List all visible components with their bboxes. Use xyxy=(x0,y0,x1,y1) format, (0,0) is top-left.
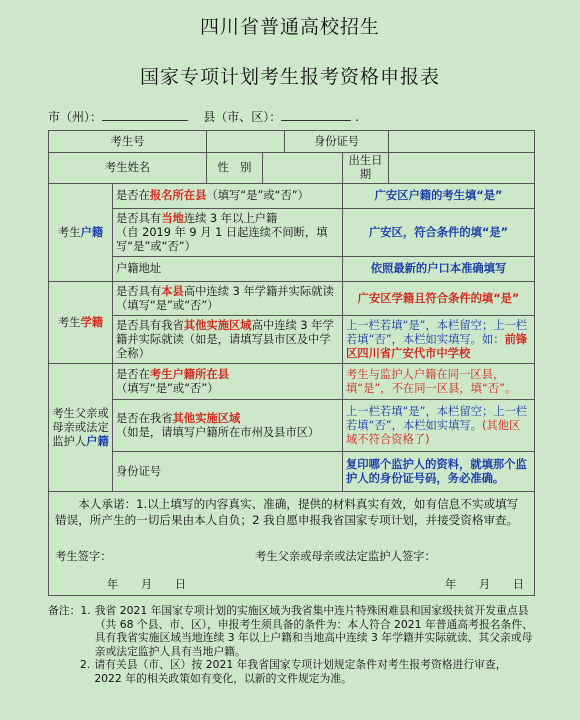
note1-number: 1. xyxy=(80,604,91,617)
location-line xyxy=(48,108,359,125)
pledge-cell xyxy=(49,492,535,596)
title-line1: 四川省普通高校招生 xyxy=(199,16,380,38)
note2-number: 2. xyxy=(80,658,91,672)
id-no-label: 身份证号 xyxy=(285,131,389,153)
school-group-label: 考生学籍 xyxy=(49,282,113,364)
household-address-note: 依照最新的户口本准确填写 xyxy=(343,257,535,282)
household-q2: 是否具有当地连续 3 年以上户籍 （自 2019 年 9 月 1 日起连续不间断，填写“是”或“否”） xyxy=(113,209,343,257)
guardian-q1: 是否在考生户籍所在县 （填写“是”或“否”） xyxy=(113,364,343,400)
county-label: 县（市、区）： xyxy=(203,110,282,124)
guardian-id-label: 身份证号 xyxy=(113,452,343,492)
guardian-q1-note: 考生与监护人户籍在同一区县，填“是”，不在同一区县，填“否”。 xyxy=(343,364,535,400)
notes-section xyxy=(48,604,534,686)
birth-label: 出生日期 xyxy=(343,153,389,184)
notes-label: 备注： xyxy=(48,604,81,617)
parent-sign-date: 年 月 日 xyxy=(445,578,525,591)
household-q1-note: 广安区户籍的考生填“是” xyxy=(343,184,535,209)
guardian-group-label: 考生父亲或 母亲或法定 监护人户籍 xyxy=(49,364,113,492)
school-q1: 是否具有本县高中连续 3 年学籍并实际就读（填写“是”或“否”） xyxy=(113,282,343,316)
gender-label: 性 别 xyxy=(207,153,263,184)
city-blank[interactable] xyxy=(102,109,188,121)
household-q1: 是否在报名所在县（填写“是”或“否”） xyxy=(113,184,343,209)
note1-text: 我省 2021 年国家专项计划的实施区域为我省集中连片特殊困难县和国家级扶贫开发重点县（共 68 个县、市、区），申报考生须具备的条件为：本人符合 2021 年普通高考报名条件、具有我省实施区域当地连续 3 年以上户籍和当地高中连续 3 年学籍并实际就读、其父亲或母亲或法定监护人具有当地户籍。 xyxy=(94,604,533,658)
student-sign-label: 考生签字： xyxy=(55,550,112,563)
city-label: 市（州）： xyxy=(48,110,103,124)
household-address-label: 户籍地址 xyxy=(113,257,343,282)
exam-no-field[interactable] xyxy=(207,131,285,153)
school-q2: 是否具有我省其他实施区域高中连续 3 年学籍并实际就读（如是，请填写县市区及中学全称） xyxy=(113,316,343,364)
id-no-field[interactable] xyxy=(389,131,535,153)
student-sign-date: 年 月 日 xyxy=(107,578,187,591)
birth-field[interactable] xyxy=(389,153,535,184)
household-group-label: 考生户籍 xyxy=(49,184,113,282)
trailing-mark: . xyxy=(355,110,359,124)
application-form-table xyxy=(48,130,535,596)
title-line2: 国家专项计划考生报考资格申报表 xyxy=(139,66,440,88)
guardian-q2: 是否在我省其他实施区域 （如是，请填写户籍所在市州及县市区） xyxy=(113,400,343,452)
pledge-text: 本人承诺：1.以上填写的内容真实、准确，提供的材料真实有效，如有信息不实或填写错误，所产生的一切后果由本人自负；2 我自愿申报我省国家专项计划，并接受资格审查。 xyxy=(55,497,519,527)
exam-no-label: 考生号 xyxy=(49,131,207,153)
school-q1-note: 广安区学籍且符合条件的填“是” xyxy=(343,282,535,316)
parent-sign-label: 考生父亲或母亲或法定监护人签字： xyxy=(255,550,436,563)
name-label: 考生姓名 xyxy=(49,153,207,184)
guardian-q2-note: 上一栏若填“是”，本栏留空；上一栏若填“否”，本栏如实填写。(其他区域不符合资格了) xyxy=(343,400,535,452)
guardian-id-note: 复印哪个监护人的资料，就填那个监护人的身份证号码，务必准确。 xyxy=(343,452,535,492)
household-q2-note: 广安区，符合条件的填“是” xyxy=(343,209,535,257)
gender-field[interactable] xyxy=(263,153,343,184)
note2-text: 请有关县（市、区）按 2021 年我省国家专项计划规定条件对考生报考资格进行审查，2022 年的相关政策如有变化，以新的文件规定为准。 xyxy=(94,658,507,685)
county-blank[interactable] xyxy=(281,109,351,121)
school-q2-note: 上一栏若填“是”，本栏留空；上一栏若填“否”，本栏如实填写。如：前锋区四川省广安代市中学校 xyxy=(343,316,535,364)
